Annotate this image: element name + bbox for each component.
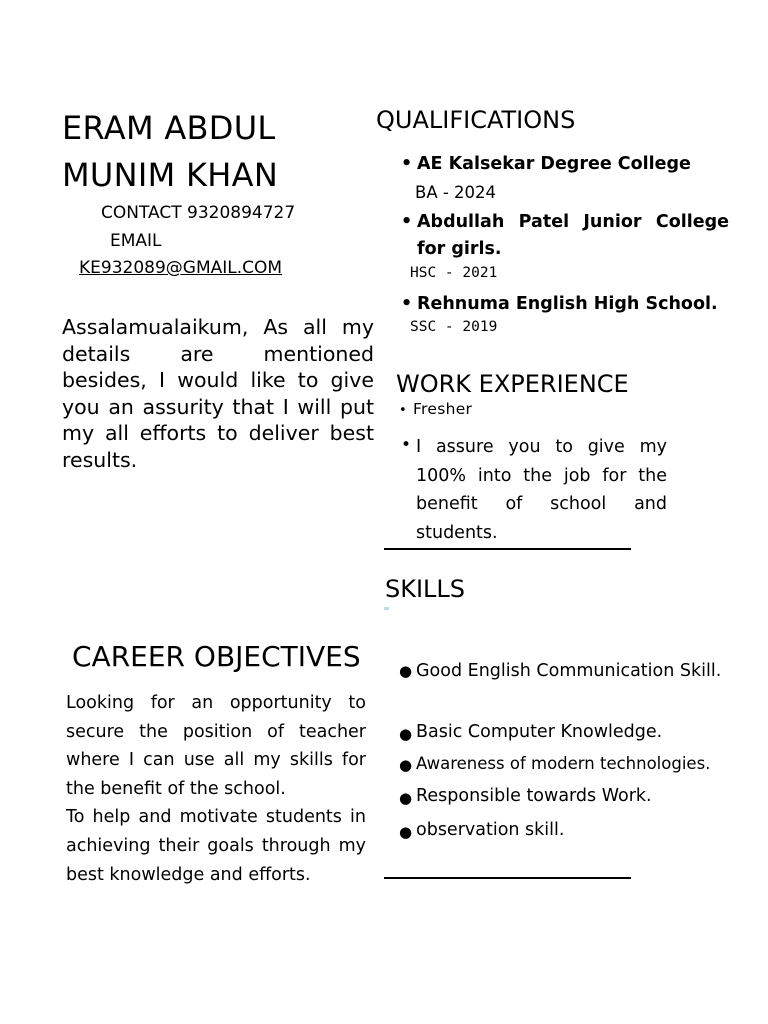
qualification-item <box>401 209 729 263</box>
bullet-icon: ● <box>399 823 413 841</box>
contact-number: CONTACT 9320894727 <box>101 203 296 223</box>
work-experience-text: Fresher <box>412 400 473 418</box>
email-address[interactable] <box>79 258 282 278</box>
qualification-institution: Abdullah Patel Junior College for girls. <box>417 212 729 259</box>
bullet-icon: • <box>401 435 412 455</box>
qualifications-title: QUALIFICATIONS <box>376 106 576 134</box>
qualification-detail: SSC - 2019 <box>410 319 498 335</box>
qualification-item <box>401 291 718 318</box>
email-label: EMAIL <box>110 231 162 251</box>
skill-item: Responsible towards Work. <box>416 786 652 806</box>
greeting-paragraph: Assalamualaikum, As all my details are mentioned besides, I would like to give you an assurity that I will put my all efforts to deliver best results. <box>62 315 374 472</box>
work-experience-item: I assure you to give my 100% into the job for the benefit of school and students. <box>416 437 667 544</box>
career-objectives-title: CAREER OBJECTIVES <box>72 640 361 673</box>
qualification-item <box>401 151 691 178</box>
skill-item: observation skill. <box>416 820 565 840</box>
career-objectives-text: Looking for an opportunity to secure the position of teacher where I can use all my skills for the benefit of the school. To help and motivate students in achieving their goals through my best knowledge and efforts. <box>66 693 366 885</box>
bullet-icon: • <box>399 403 407 418</box>
email-domain[interactable]: @GMAIL.COM <box>165 258 283 278</box>
qualification-detail: BA - 2024 <box>415 183 497 202</box>
decorative-mark <box>384 607 389 610</box>
skills-title: SKILLS <box>385 575 466 603</box>
bullet-icon: ● <box>399 789 413 807</box>
section-divider <box>384 877 631 879</box>
bullet-icon: • <box>401 154 413 174</box>
skill-item: Awareness of modern technologies. <box>416 754 711 773</box>
section-divider <box>384 548 631 550</box>
bullet-icon: ● <box>399 725 413 743</box>
name-first-line: ERAM ABDUL <box>62 109 276 147</box>
bullet-icon: • <box>401 294 413 314</box>
skill-item: Good English Communication Skill. <box>416 661 722 681</box>
skill-item: Basic Computer Knowledge. <box>416 722 663 742</box>
bullet-icon: • <box>401 212 413 232</box>
bullet-icon: ● <box>399 662 413 680</box>
email-user[interactable]: KE932089 <box>79 258 166 278</box>
bullet-icon: ● <box>399 756 413 774</box>
qualification-institution: AE Kalsekar Degree College <box>417 154 691 174</box>
work-experience-title: WORK EXPERIENCE <box>396 370 629 398</box>
qualification-detail: HSC - 2021 <box>410 265 498 281</box>
name-second-line: MUNIM KHAN <box>62 156 279 194</box>
work-experience-item <box>399 400 472 418</box>
qualification-institution: Rehnuma English High School. <box>417 294 718 314</box>
